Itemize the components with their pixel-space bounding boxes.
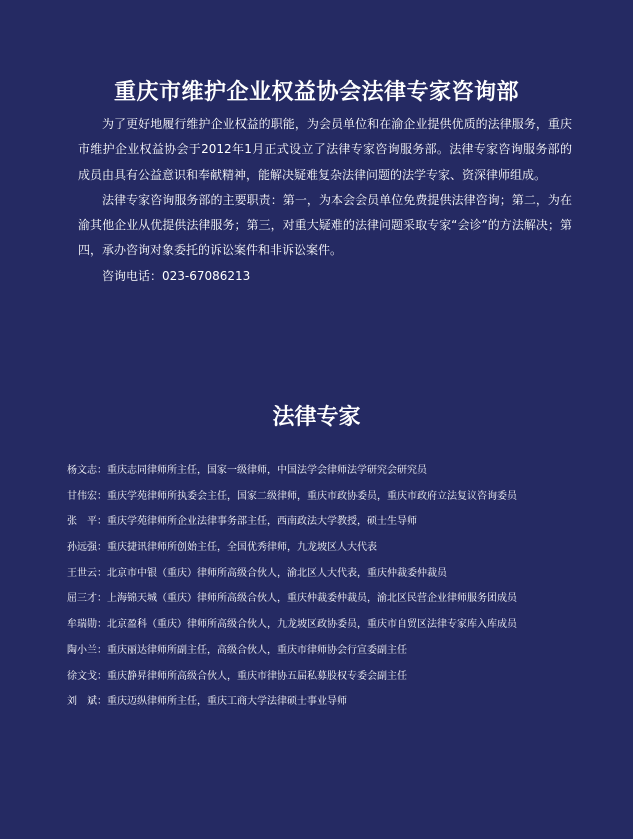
expert-name: 张 平： — [67, 516, 107, 528]
expert-name: 屈三才： — [67, 593, 107, 605]
expert-item — [67, 689, 587, 715]
expert-name: 徐文戈： — [67, 670, 107, 682]
expert-desc: 北京市中银（重庆）律师所高级合伙人，渝北区人大代表，重庆仲裁委仲裁员 — [107, 567, 447, 579]
consult-phone: 咨询电话：023-67086213 — [102, 268, 251, 283]
expert-name: 孙远强： — [67, 542, 107, 554]
expert-name: 刘 斌： — [67, 696, 107, 708]
expert-desc: 重庆志同律师所主任，国家一级律师，中国法学会律师法学研究会研究员 — [107, 465, 427, 476]
expert-desc: 重庆迈纵律师所主任，重庆工商大学法律硕士事业导师 — [107, 696, 347, 708]
expert-item — [67, 535, 587, 561]
expert-item — [67, 586, 587, 612]
expert-desc: 重庆学苑律师所企业法律事务部主任，西南政法大学教授，硕士生导师 — [107, 516, 417, 528]
expert-item — [67, 561, 587, 587]
expert-desc: 上海锦天城（重庆）律师所高级合伙人，重庆仲裁委仲裁员，渝北区民营企业律师服务团成员 — [107, 593, 517, 605]
expert-item — [67, 458, 587, 484]
expert-item — [67, 612, 587, 638]
expert-desc: 重庆丽达律师所副主任，高级合伙人，重庆市律师协会行宣委副主任 — [107, 644, 407, 656]
page-title: 重庆市维护企业权益协会法律专家咨询部 — [113, 80, 519, 105]
expert-name: 杨文志： — [67, 465, 107, 476]
expert-item — [67, 664, 587, 690]
intro-paragraph: 为了更好地履行维护企业权益的职能，为会员单位和在渝企业提供优质的法律服务，重庆市维护企业权益协会于2012年1月正式设立了法律专家咨询服务部。法律专家咨询服务部的成员由具有公益意识和奉献精神，能解决疑难复杂法律问题的法学专家、资深律师组成。 — [78, 117, 572, 182]
intro-paragraph: 法律专家咨询服务部的主要职责：第一，为本会会员单位免费提供法律咨询；第二，为在渝其他企业从优提供法律服务；第三，对重大疑难的法律问题采取专家“会诊”的方法解决；第四，承办咨询对象委托的诉讼案件和非诉讼案件。 — [78, 192, 572, 258]
expert-name: 甘伟宏： — [67, 490, 107, 502]
expert-list — [67, 458, 587, 715]
expert-name: 王世云： — [67, 567, 107, 579]
expert-desc: 重庆学苑律师所执委会主任，国家二级律师，重庆市政协委员，重庆市政府立法复议咨询委员 — [107, 490, 517, 502]
expert-item — [67, 509, 587, 535]
expert-desc: 北京盈科（重庆）律师所高级合伙人，九龙坡区政协委员，重庆市自贸区法律专家库入库成员 — [107, 619, 517, 631]
expert-item — [67, 484, 587, 510]
expert-desc: 重庆捷讯律师所创始主任，全国优秀律师，九龙坡区人大代表 — [107, 542, 377, 554]
expert-name: 牟瑞勋： — [67, 619, 107, 631]
expert-item — [67, 638, 587, 664]
expert-name: 陶小兰： — [67, 644, 107, 656]
experts-section-title: 法律专家 — [272, 405, 361, 430]
intro-section — [78, 112, 572, 289]
expert-desc: 重庆静昇律师所高级合伙人，重庆市律协五届私募股权专委会副主任 — [107, 670, 407, 682]
